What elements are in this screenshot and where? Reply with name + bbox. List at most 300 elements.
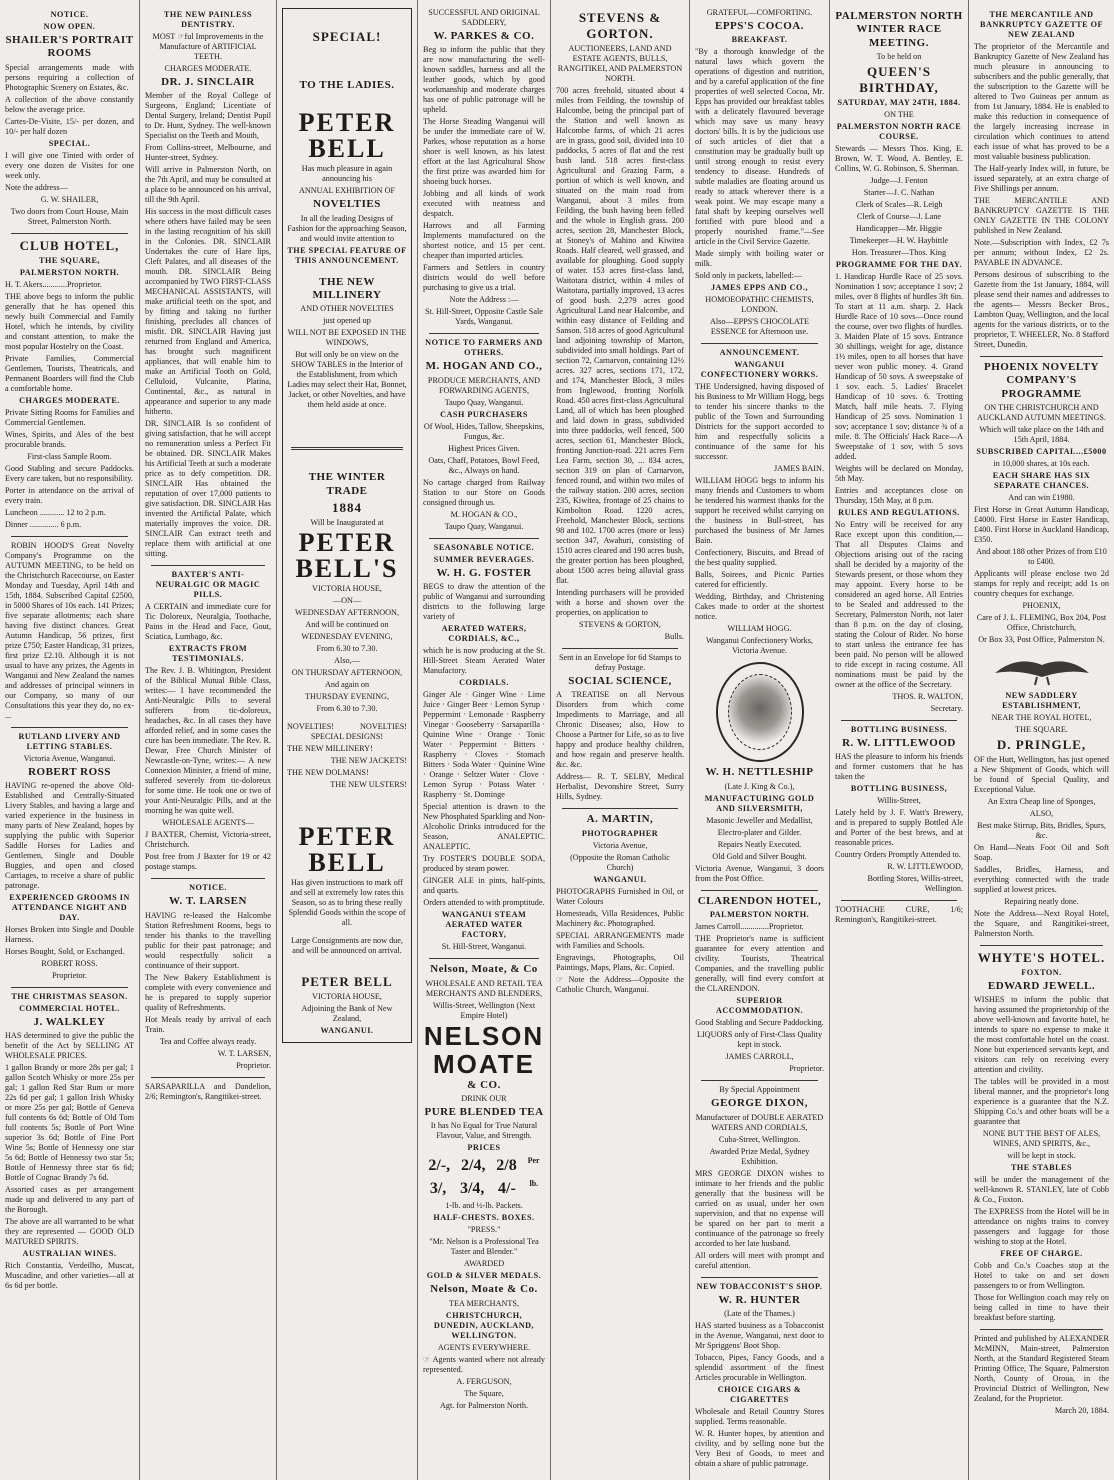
photos-line: PHOTOGRAPHS Furnished in Oil, or Water Colours [556,886,684,906]
hogan-signature: M. HOGAN & CO., [450,509,518,519]
races-list: 1. Handicap Hurdle Race of 25 sovs. Nomination 1 sov; acceptance 1 sov; 2 miles, over 8 flights of hurdles 3ft 6in. To start at 11 a.m. sharp. 2. Hack Hurdle Race of 10 sovs—Once round the course, over two flights of hurdles. 3. Maiden Plate of 15 sovs. Entrance 30 shillings, weight for age, distance 1½ miles, open to all horses that have never won public money. 4. Grand Handicap of 50 sovs. A sweepstake of 1 sov. each. 5. Ladies' Bracelet Handicap of 10 sovs. 6. Trotting Match, half mile heats. 7. Flying Handicap of 25 sovs. Nomination 1 sov; acceptance 1 sov; distance ¾ of a mile. 8. The Officials' Hack Race—A Sweepstake of 1 sov, with 5 sovs added. [835,271,963,461]
clarendon-title: CLARENDON HOTEL, [697,894,822,907]
no-equal: It has No Equal for True Natural Flavour, Value, and Strength. [430,1121,538,1141]
commercial-heading: COMMERCIAL HOTEL. [19,1004,120,1014]
bulls-line: Bulls. [664,631,684,641]
littlewood-body: HAS the pleasure to inform his friends and former customers that he has taken the [835,752,963,782]
gazette-ad [974,10,1109,350]
stables-heading: THE STABLES [1010,1163,1073,1173]
pb-low-1: Has given instructions to mark off and sell at extremely low rates this Season, so as to bring these really Splendid Goods within the scope of all. [288,878,406,928]
gazette-title: THE MERCANTILE AND BANKRUPTCY GAZETTE OF NEW ZEALAND [979,10,1103,39]
vic-house: VICTORIA HOUSE, [312,992,382,1002]
engravings-line: Engravings, Photographs, Oil Paintings, Maps, Plans, &c. Copied. [556,952,684,972]
victoria-house: VICTORIA HOUSE, [312,584,382,594]
stewards-line: Stewards — Messrs Thos. King, E. Brown, W. T. Wood, A. Bentley, E. Collins, W. G. Robinson, S. Sherman. [835,143,963,173]
on-hand: On Hand—Neats Foot Oil and Soft Soap. [974,843,1109,863]
hogan-ad [423,338,545,531]
social-body: A TREATISE on all Nervous Disorders from which come Impediments to Marriage, and all Chronic Diseases; also, How to Choose a Partner for Life, so as to live happy and produce healthy children, and how regain and preserve health. &c. &c. [556,690,684,770]
charges-heading: CHARGES MODERATE. [19,395,120,405]
nettleship-plater: Electro-plater and Gilder. [717,827,802,837]
new-saddlery: NEW SADDLERY ESTABLISHMENT, [1002,691,1081,711]
bottling-heading: BOTTLING BUSINESS. [850,724,948,734]
price-row-2 [423,1179,545,1199]
divider [429,958,539,959]
dixon-ad [695,1085,824,1270]
phoenix-title: PHOENIX NOVELTY COMPANY'S PROGRAMME [984,361,1099,400]
sinclair-visit: Will arrive in Palmerston North, on the 7th April, and may be consulted at a place to be announced on his arrival, till the 9th April. [145,165,271,205]
on-line: —ON— [332,596,362,606]
announcement-heading: ANNOUNCEMENT. [719,348,800,358]
price-value: 2/8 [496,1157,517,1175]
also-line: Also,— [334,656,360,666]
sinclair-title: DR. J. SINCLAIR [161,76,255,88]
all-orders: All orders will meet with prompt and careful attention. [695,1250,824,1270]
baxters-title: BAXTER'S ANTI-NEURALGIC OR MAGIC PILLS. [155,570,261,600]
shares-line: in 10,000 shares, at 10s each. [993,459,1090,469]
dentistry-heading: THE NEW PAINLESS DENTISTRY. [163,10,253,29]
divider [291,447,403,450]
peter-bells-name: PETER BELL'S [295,528,399,584]
clarendon-town: PALMERSTON NORTH. [709,910,810,920]
new-jackets: THE NEW JACKETS! [330,756,407,766]
wines-line: Wines, Spirits, and Ales of the best procurable brands. [5,429,134,449]
wholesale-line: Wholesale and Retail Country Stores supplied. Terms reasonable. [695,1407,824,1427]
foster-body-2: which he is now producing at the St. Hill-Street Steam Aerated Water Manufactory. [423,646,545,676]
baxters-body: A CERTAIN and immediate cure for Tic Doloreux, Neuralgia, Toothache, Pains in the Head and Face, Gout, Sciatica, Lumbago, &c. [145,602,271,642]
special-designs: SPECIAL DESIGNS! [310,732,384,742]
will-not: WILL NOT BE EXPOSED IN THE WINDOWS, [287,328,407,348]
press-quote: "Mr. Nelson is a Professional Tea Taster and Blender." [429,1237,539,1257]
stevens-gorton-title: STEVENS & GORTON. [578,10,662,41]
winter-year: 1884 [332,500,362,516]
nelson-big: NELSON [423,1020,545,1051]
club-body-2: Private Families, Commercial Gentlemen, Tourists, Theatricals, and Permanent Boarders will find the Club a comfortable home. [5,353,134,393]
epps-chocolate: Also—EPPS'S CHOCOLATE ESSENCE for Afternoon use. [709,317,810,337]
special-feature: THE SPECIAL FEATURE OF THIS ANNOUNCEMENT. [287,245,407,265]
press-heading: "PRESS." [467,1225,501,1235]
littlewood-stores: Bottling Stores, Willis-street, Wellington. [867,874,963,894]
bain-signature: JAMES BAIN. [773,464,824,474]
saddlery-ad [974,691,1109,939]
shailer-title: SHAILER'S PORTRAIT ROOMS [5,34,134,60]
column-6 [690,0,830,1480]
liquors-line: LIQUORS only of First-Class Quality kept in stock. [696,1030,823,1050]
divider [701,890,818,891]
hunter-ad [695,1282,824,1469]
millinery-2: THE NEW MILLINERY! [287,744,373,754]
shailer-address: Two doors from Court House, Main Street, Palmerston North. [10,206,129,226]
seal-emblem-icon [716,662,804,762]
sinclair-body: Member of the Royal College of Surgeons, England; Licentiate of Dental Surgery, Ireland; Dentist Pupil to Dr. Hunt, Sydney. The well-known Specialist on the Teeth and Mouth, [145,91,271,141]
applicants-line: Applicants will please enclose two 2d stamps for reply and receipt; add 1s on country cheques for exchange. [974,569,1109,599]
walkley-name: J. WALKLEY [33,1016,106,1029]
prizes-line: And about 188 other Prizes of from £10 to £400. [976,547,1107,567]
peter-bell-name: PETER BELL [298,108,396,164]
notice-farmers: NOTICE TO FARMERS AND OTHERS. [425,338,543,358]
phoenix-box: Or Box 33, Post Office, Palmerston N. [978,635,1105,645]
club-hotel-sub: THE SQUARE, [38,255,100,265]
shailer-ad [5,10,134,227]
carroll-p: Proprietor. [789,1064,824,1074]
parkes-body-3: Jobbing and all kinds of work executed with neatness and despatch. [423,189,545,219]
secretary-line: Secretary. [930,703,963,713]
and-other: AND OTHER NOVELTIES [300,304,394,314]
foster-body: BEGS to draw the attention of the public of Wanganui and surrounding districts to the following large variety of [423,582,545,622]
programme-heading: PROGRAMME FOR THE DAY. [835,259,963,269]
tea-merchants: TEA MERCHANTS, [448,1298,520,1308]
sinclair-list: His success in the most difficult cases where others have failed may be seen in the lasting recognition of his skill in the Colonies. DR. SINCLAIR Undertakes the cure of Hare lips, Cleft Palates, and all diseases of the mouth. DR. SINCLAIR Being accompanied by TWO FIRST-CLASS MECHANICAL ASSISTANTS, will make artificial teeth on the spot, and by fitting and taking no further finishing, precludes all chances of misfit. DR. SINCLAIR Having just returned from England and America, has brought such magnificent appliances, that will enable him to make an Artificial Tooth on Gold, Celluloid, Vulcanite, Platina, Continental, &c., as natural in appearance and superior to any made hitherto. [145,207,271,417]
horses-broken: Horses Broken into Single and Double Harness. [5,925,134,945]
toothache-ad: TOOTHACHE CURE, 1/6; Remington's, Rangitikei-street. [835,905,963,925]
intending-line: Intending purchasers will be provided with a horse and shown over the properties, on application to [556,587,684,617]
column-4 [418,0,551,1480]
handicapper-line: Handicapper—Mr. Higgie [856,223,942,233]
divider [429,333,539,334]
martin-opposite: (Opposite the Roman Catholic Church) [570,852,670,872]
choice-cigars: CHOICE CIGARS & CIGARETTES [717,1385,802,1405]
divider [562,648,678,649]
price-value: 3/4, [459,1179,485,1197]
wed-evening: WEDNESDAY EVENING, [301,632,393,642]
awarded-line: AWARDED [463,1259,505,1269]
aerated-heading: AERATED WATERS, CORDIALS, &C., [441,624,527,644]
ferguson-name: A. FERGUSON, [456,1376,512,1386]
nelson-moate-title: Nelson, Moate, & Co [430,963,538,976]
divider [980,945,1103,946]
saddle-illustration-icon [974,651,1109,687]
bain-body: THE Undersigned, having disposed of his Business to Mr William Hogg, begs to tender his sincere thanks to the public of the Town and Surrounding Districts for the support accorded to him and respectfully solicits a continuance of the same for his successor. [695,382,824,462]
country-orders: Country Orders Promptly Attended to. [835,850,961,860]
phoenix-address: PHOENIX, [1022,601,1061,611]
larsen-meals: Hot Meals ready by arrival of each Train. [145,1014,271,1034]
clerk-course: Clerk of Course—J. Lane [856,211,942,221]
divider [151,565,265,566]
littlewood-signature: R. W. LITTLEWOOD, [887,862,963,872]
old-gold-line: Old Gold and Silver Bought. [712,851,807,861]
each-share: EACH SHARE HAS SIX SEPARATE CHANCES. [992,471,1091,491]
repairs-line: Repairs Neatly Executed. [717,839,802,849]
rutland-title: RUTLAND LIVERY AND LETTING STABLES. [18,731,121,751]
hunter-hope: W. R. Hunter hopes, by attention and civility, and by selling none but the Very Best of Goods, to meet and obtain a share of public patronage. [695,1429,824,1469]
robin-body: ROBIN HOOD'S Great Novelty Company's Programme on the AUTUMN MEETING, to be held on the Christchurch Racecourse, on Easter Monday and Tuesday, April 14th and 15th, 1884. Subscribed Capital £2500, in 5000 Shares of 10s each. 141 Prizes; five separate allotments; each share having five distinct chances. Great Autumn Handicap, 56 prizes, first prize £750; Easter Handicap, 31 prizes, first prize £2.10. Although it is not usual to have any prizes, the Agents in Wanganui and New Zealand the names and addresses of principal winners in our Company, so many of our Consultations this year they do, no ex- ... [5,540,134,720]
price-value: 2/4, [461,1157,486,1175]
novelties-row [287,722,407,732]
epps-cocoa-ad [695,8,824,337]
gazette-subscribe: Persons desirous of subscribing to the Gazette from the 1st January, 1884, will please send their names and addresses to the agents— Messrs Becker Bros., Lambton Quay, Wellington, and the local agents for the various districts, or to the proprietor, T. WHEELER, No. 8 Stafford Street, Dunedin. [974,270,1109,349]
shailer-line3: Cartes-De-Visite, 15/- per dozen, and 10/- per half dozen [5,116,134,136]
martin-ad [556,813,684,994]
from-1: From 6.30 to 7.30. [316,644,378,654]
oats-line: Oats, Chaff, Potatoes, Bowl Feed, &c., Always on hand. [428,455,540,475]
cuba-street: Cuba-Street, Wellington. [718,1134,801,1144]
parkes-ad [423,8,545,327]
held-on: To be held on [876,52,922,62]
hogan-name: M. HOGAN AND CO., [425,360,543,373]
hogg-works: Wanganui Confectionery Works, Victoria Avenue. [706,636,813,656]
breakfast-line: BREAKFAST. [731,35,788,45]
hogg-body: WILLIAM HOGG begs to inform his many friends and Customers to whom he tendered his warmest thanks for the support he received whilst carrying on the business in Bull-street, has purchased the business of Mr James Bain. [695,476,824,546]
note-address: Note the Address—Next Royal Hotel, the Square, and Rangitikei-street, Palmerston North. [974,909,1109,939]
epps-name: JAMES EPPS AND CO., [710,283,809,293]
race-meeting-ad [835,10,963,714]
agents-line: AGENTS EVERYWHERE. [437,1342,531,1352]
club-body: THE above begs to inform the public generally that he has opened this newly built Commercial and Family Hotel, which he intends, by civility and constant attention, to make the most popular Hostelry on the Coast. [5,291,134,351]
larsen-body: HAVING re-leased the Halcombe Station Refreshment Rooms, begs to tender his thanks to the travelling public for their past patronage; and would respectfully solicit a continuance of their support. [145,910,271,970]
pringle-body: OF the Hutt, Wellington, has just opened a New Shipment of Goods, which will be found of Special Quality, and Exceptional Value. [974,755,1109,795]
christmas-heading: THE CHRISTMAS SEASON. [11,992,128,1002]
cities-line: CHRISTCHURCH, DUNEDIN, AUCKLAND, WELLINGTON. [433,1310,535,1340]
stevens-gorton-ad [556,10,684,642]
rutland-stables-ad [5,732,134,981]
ferguson-town: Agt. for Palmerston North. [439,1400,528,1410]
divider [980,1329,1103,1330]
timekeeper-line: Timekeeper—H. W. Haybittle [849,235,949,245]
parkes-address-label: Note the Address :— [449,295,519,305]
merc-gazette: THE MERCANTILE AND BANKRUPTCY GAZETTE IS THE ONLY GAZETTE IN THE COLONY published in New Zealand. [974,196,1109,235]
pb-low-2: Large Consignments are now due, and will be announced on arrival. [291,936,403,956]
shailer-name: G. W. SHAILER, [40,194,99,204]
parkes-name: W. PARKES & CO. [433,30,535,42]
martin-note: ☞ Note the Address—Opposite the Catholic Church, Wanganui. [556,974,684,994]
porter-line: Porter in attendance on the arrival of every train. [5,485,134,505]
new-ulsters: THE NEW ULSTERS! [330,780,407,790]
nelson-moate-address: Willis-Street, Wellington (Next Empire Hotel) [432,1000,536,1020]
seasonable-notice: SEASONABLE NOTICE. [433,542,535,552]
double-soda: Try FOSTER'S DOUBLE SODA, produced by steam power. [423,854,545,874]
foster-body-3: Special attention is drawn to the New Phosphated Sparkling and Non-Alcoholic Drinks introduced for the Season, ANALEPTIC. ANALEPTIC. [423,802,545,852]
ferguson-address: The Square, [464,1388,504,1398]
wedding-line: Wedding, Birthday, and Christening Cakes made to order at the shortest notice. [695,592,824,622]
confectionery-heading: WANGANUI CONFECTIONERY WORKS. [700,360,819,380]
pure-blended-tea: PURE BLENDED TEA [424,1106,544,1119]
littlewood-street: Willis-Street, [877,796,921,806]
horse-gear: Best make Stirrup, Bits, Bridles, Spurs, &c. [977,821,1106,841]
sarsaparilla-ad: SARSAPARILLA and Dandelion, 2/6; Remington's, Rangitikei-street. [145,1081,271,1101]
divider [11,233,128,234]
drawn-line: Which will take place on the 14th and 15th April, 1884. [979,425,1104,445]
column-8 [969,0,1114,1480]
continued-line: And will be continued on [305,620,389,630]
nettleship-medallist: Masonic Jeweller and Medallist, [706,815,813,825]
hogg-signature: WILLIAM HOGG. [727,624,792,634]
queens-birthday: QUEEN'S BIRTHDAY, [859,64,939,96]
jewell-name: EDWARD JEWELL. [987,979,1096,992]
social-science-title: SOCIAL SCIENCE, [568,674,672,687]
nettleship-ad [695,766,824,883]
phoenix-care: Care of J. L. FLEMING, Box 204, Post Office, Christchurch, [976,613,1107,633]
cordials-list: Ginger Ale · Ginger Wine · Lime Juice · Ginger Beer · Lemon Syrup · Peppermint · Lemonade · Raspberry Vinegar · Gooseberry · Sarsaparilla · Quinine Wine · Orange · Tonic Water · Peppermint · Bitters · Raspberry · Cloves · Stomach Bitters · Soda Water · Quinine Wine · Orange · Seltzer Water · Clove · Lemon Syrup · Potass Water · Raspberry · St. Dominge [423,690,545,800]
wed-afternoon: WEDNESDAY AFTERNOON, [294,608,399,618]
club-proprietor: H. T. Akers............Proprietor. [5,279,102,289]
robin-hood-ad [5,541,134,721]
dentistry-sub: CHARGES MODERATE. [164,64,252,73]
horses-bought: Horses Bought, Sold, or Exchanged. [5,947,125,957]
gazette-note: Note.—Subscription with Index, £2 7s per annum; without Index, £2 2s. PAYABLE IN ADVANCE. [974,238,1109,267]
dentist-ad [145,10,271,559]
pb-body-1: Has much pleasure in again announcing his [301,164,393,184]
moate-big: MOATE [433,1048,535,1079]
pringle-name: D. PRINGLE, [996,737,1087,753]
dixon-name: GEORGE DIXON, [711,1097,808,1110]
parkes-body-4: Harrows and all Farming Implements manufactured on the shortest notice, and 15 per cent. cheaper than imported articles. [423,221,545,261]
club-hotel-ad [5,238,134,530]
confectionery-ad [695,348,824,656]
novelties-2: NOVELTIES! [360,722,407,732]
judge-line: Judge—J. Fenton [870,175,928,185]
australian-wines-body: Rich Constantia, Verdeilho, Muscat, Muscadine, and other varieties—all at 6s 6d per bottle. [5,1261,134,1291]
wellington-line: Those for Wellington coach may rely on being called in time to have their breakfast before starting. [974,1293,1109,1323]
saddles-line: Saddles, Bridles, Harness, and everything connected with the trade supplied at lowest prices. [974,865,1109,895]
wanganui-line: WANGANUI. [320,1026,374,1036]
property-listings: 700 acres freehold, situated about 4 miles from Feilding, the township of Halcombe, being the principal part of the Station and well known as Halcombe farms, of which 21 acres are in grass, good soil, divided into 10 paddocks, 5 acres of flat and the rest bush land. 518 acres first-class Agricultural and Grazing Farm, a portion of which is well known, and situated on the main road from Wanganui, about 3 miles from Feilding, the bush having been felled and the whole in English grass. 200 acres, section 28, Manchester Block, at Stoney's of Mahino and Kiwitea Roads. Half cleared, well grassed, and available for ploughing. Good supply of water. 153 acres first-class land, Waitotara district, within 4 miles of Waitotara, partially improved, 13 acres of good bush. 2,279 acres good Agricultural Land near Halcombe, and within easy distance of Feilding and Sanson. 518 acres of good Agricultural land adjoining township of Marton, subdivided into small holdings. Part of section 72, Carnarvon, containing 12½ acres. 327 acres, sections 171, 172, and 174, Manchester Block, 3 miles from Inglewood, fronting Norfolk Road. 450 acres first-class Agricultural Land, all of which has been ploughed and laid down in grass, subdivided into three paddocks, well fenced, 500 acres, section 61, Manchester Block, fronting Junction-road. 221 acres Fern Lea Farm, section 30, ... 834 acres, section 319 on plan of Carnarvon, fenced round, and within two miles of the railway station. 200 acres, section 235, Kiwitea, frontage of 25 chains to Kimbolton Road. 1220 acres, Freehold, Manchester Block, sections 98 and 102. 1700 acres (more or less) section 347, Awahuri, consisting of 1510 acres cleared and 190 acres bush, the greater portion has been ploughed, about 1500 acres being alluvial grass flat. [556,85,685,585]
to-ladies-heading: TO THE LADIES. [299,78,395,91]
gazette-body: The proprietor of the Mercantile and Bankruptcy Gazette of New Zealand has much pleasure in announcing to subscribers and the public generally, that the subscription to the Gazette will be altered to Two Guineas per annum as from 1st January, 1884. He is enabled to make this reduction in consequence of the largely increasing increase in circulation which continues to attend each issue of what has proved to be a most valuable business publication. [974,42,1109,161]
shailer-body: Special arrangements made with persons requiring a collection of Photographic Scenery on Estates, &c. [5,62,134,92]
club-hotel-town: PALMERSTON NORTH. [19,267,120,277]
hogan-signature-2: Taupo Quay, Wanganui. [444,521,524,531]
peter-bell-low: PETER BELL [298,822,396,878]
littlewood-body-2: Lately held by J. F. Watt's Brewery, and is prepared to supply Bottled Ale and Porter of the best brews, and at reasonable prices. [835,808,963,848]
prize-line: Awarded Prize Medal, Sydney Exhibition. [709,1146,810,1166]
nettleship-trade: MANUFACTURING GOLD AND SILVERSMITH, [704,793,815,813]
wholesale-heading: WHOLESALE AGENTS— [161,818,255,828]
dentistry-body: MOST ☞ful Improvements in the Manufacture of ARTIFICIAL TEETH. [152,32,264,61]
divider [701,343,818,344]
printers-imprint: Printed and published by ALEXANDER McMINN, Main-street, Palmerston North, at the Standard Registered Steam Printing Office, The Square, Palmerston North, County of Oroua, in the Provincial District of Wellington, New Zealand, for the Proprietor. [974,1334,1109,1404]
superior-line: SUPERIOR ACCOMMODATION. [715,996,804,1016]
adjoining-line: Adjoining the Bank of New Zealand, [301,1004,393,1024]
column-7 [830,0,969,1480]
walkley-ad [5,992,134,1291]
larsen-body-2: The New Bakery Establishment is complete with every convenience and he is prepared to supply superior quality of Refreshments. [145,972,271,1012]
also-line: ALSO, [1029,809,1054,819]
stevens-gorton-signature: STEVENS & GORTON, [579,619,661,629]
cordials-heading: CORDIALS. [459,678,509,688]
ginger-ale: GINGER ALE in pints, half-pints, and quarts. [423,876,545,896]
near-line: NEAR THE ROYAL HOTEL, [991,713,1092,723]
nelson-moate-sub: WHOLESALE AND RETAIL TEA MERCHANTS AND BLENDERS, [425,978,543,998]
divider [11,536,128,537]
stables-body: will be under the management of the well-known R. STANLEY, late of Cobb & Co., Foxton. [974,1175,1109,1205]
divider [701,1277,818,1278]
special-heading: SPECIAL. [48,138,91,148]
pb-body-2: In all the leading Designs of Fashion for the approaching Season, and would invite attention to [287,213,407,243]
agents-wanted: ☞ Agents wanted where not already represented. [423,1354,545,1374]
race-date: SATURDAY, MAY 24TH, 1884. [837,97,961,107]
martin-victoria: Victoria Avenue, [592,840,648,850]
new-millinery: THE NEW MILLINERY [312,275,382,302]
walkley-body: HAS determined to give the public the benefit of the Act by SELLING AT WHOLESALE PRICES. [5,1031,134,1061]
grooms-line: EXPERIENCED GROOMS IN ATTENDANCE NIGHT AND DAY. [9,893,130,923]
shailer-line2: A collection of the above constantly below the average price. [5,94,134,114]
social-address: Address— R. T. SELBY, Medical Herbalist, Devonshire Street, Surry Hills, Sydney. [556,772,684,802]
novelties-1: NOVELTIES! [287,722,334,732]
again-line: And again on [324,680,370,690]
from-2: From 6.30 to 7.30. [316,704,378,714]
epps-sold: Sold only in packets, labelled:— [695,271,803,281]
parkes-address: St. Hill-Street, Opposite Castle Sale Yards, Wanganui. [425,307,543,327]
nettleship-address: Victoria Avenue, Wanganui, 3 doors from the Post Office. [695,863,824,883]
thu-afternoon: ON THURSDAY AFTERNOON, [291,668,403,678]
ross-name: ROBERT ROSS [28,765,111,778]
rules-body: No Entry will be received for any Race except upon this condition,— That all Disputes Claims and Objections arising out of the racing shall be decided by a majority of the Stewards present, or those whom they may appoint. Every horse to be considered an aged horse. All Entries to be Sealed and addressed to the Secretary, Palmerston North, not later than 8 p.m. on the day of closing, stating the Colour of Rider. No horse to start unless the entrance fee has been paid. No person will be allowed to ride except in racing costume. All nominations must be paid by the owner at the office of the Secretary. [835,519,963,689]
repairing-line: Repairing neatly done. [1004,897,1079,907]
will-be: Will be Inaugurated at [310,518,384,528]
walkley-guarantee: The above are all warranted to be what they are represented — GOOD OLD MATURED SPIRITS. [5,1217,134,1247]
column-1 [0,0,140,1480]
whyte-hotel-ad [974,950,1109,1323]
none-but: NONE BUT THE BEST OF ALES, WINES, AND SPIRITS, &c., [982,1129,1101,1149]
annual-exhibition: ANNUAL EXHIBITION OF [298,186,396,196]
price-value: 2/-, [428,1157,451,1175]
now-open-heading: NOW OPEN. [43,22,96,31]
baxters-ad [145,570,271,872]
homesteads-line: Homesteads, Villa Residences, Public Machinery &c. Photographed. [556,908,684,928]
special-heading: SPECIAL! [312,29,382,44]
carroll-signature: JAMES CARROLL, [725,1052,794,1062]
good-stabling: Good Stabling and Secure Paddocking. [695,1018,824,1028]
clerk-scales: Clerk of Scales—R. Leigh [855,199,943,209]
nm-co: & CO. [467,1078,501,1091]
column-5 [551,0,690,1480]
starter-line: Starter—J. C. Nathan [863,187,935,197]
price-unit: Per [527,1156,540,1166]
sinclair-body-2: From Collins-street, Melbourne, and Hunter-street, Sydney. [145,143,271,163]
summer-beverages: SUMMER BEVERAGES. [433,554,535,564]
divider [980,356,1103,357]
price-value: 4/- [498,1179,516,1197]
whyte-title: WHYTE'S HOTEL. [977,950,1106,966]
divider [11,987,128,988]
carroll-body: THE Proprietor's name is sufficient guarantee for every attention and civility. Tourists, Theatrical Companies, and the travelling public generally, will find every comfort at the CLARENDON. [695,934,824,994]
new-dolmans: THE NEW DOLMANS! [287,768,369,778]
foster-name: W. H. G. FOSTER [436,566,532,579]
price-row-1 [423,1156,545,1176]
divider [151,878,265,879]
littlewood-ad [835,725,963,894]
by-special: By Special Appointment [719,1085,800,1095]
on-the: ON THE [884,109,914,119]
steam-factory: WANGANUI STEAM AERATED WATER FACTORY, [441,910,527,940]
club-hotel-title: CLUB HOTEL, [19,237,120,253]
peter-bell-low-2: PETER BELL [301,974,393,990]
orders-line: Orders attended to with promptitude. [423,898,545,908]
first-prize: And can win £1980. [1008,493,1075,503]
clarendon-ad [695,895,824,1074]
larsen-ad [145,883,271,1070]
martin-name: A. MARTIN, [586,813,654,826]
sent-line: Sent in an Envelope for 6d Stamps to defray Postage. [558,652,682,672]
divider [841,720,957,721]
treasurer-line: Hon. Treasurer—Thos. King [851,247,947,257]
saddlery-heading: SUCCESSFUL AND ORIGINAL SADDLERY, [428,8,540,27]
social-science-ad [556,653,684,802]
parkes-body: Beg to inform the public that they are now manufacturing the well-known saddles, harness and all the leather goods, which by good workmanship and moderate charges has one of public patronage will be upheld. [423,45,545,115]
stevens-gorton-sub: AUCTIONEERS, LAND AND ESTATE AGENTS, BULLS, RANGITIKEI, AND PALMERSTON NORTH. [557,43,683,83]
ross-proprietor: Proprietor. [52,971,87,981]
free-of-charge: FREE OF CHARGE. [1000,1249,1083,1259]
express-line: The EXPRESS from the Hotel will be in attendance on nights trains to convey passengers and luggage for those wishing to stop at the Hotel. [974,1207,1109,1247]
weights-line: Weights will be declared on Monday, 5th May. [835,463,963,483]
divider [429,538,539,539]
balls-line: Balls, Soirees, and Picnic Parties catered for efficiently. [695,570,824,590]
just-opened: just opened up [323,316,371,326]
homeopathic-line: HOMOEOPATHIC CHEMISTS, LONDON. [705,295,814,315]
cartage-line: No cartage charged from Railway Station to our Store on Goods consigned through us. [423,477,545,507]
walkley-list: 1 gallon Brandy or more 28s per gal; 1 gallon Scotch Whisky or more 25s per gal; 1 gallon Red Star Rum or more 22s 6d per gal; 1 gallon Irish Whisky or more 25s per gal; Bottle of Geneva full contents 6s 6d; Bottle of Old Tom full contents 5s; Bottle of Port Wine superior 3s 6d; Bottle of Fine Port Wine 5s; Bottle of Hennessy one star 5s 6d; Bottle of Hennessy two star 5s; Bottle of Hennessy three star 6s 6d; Bottle of Cognac Brandy 7s 6d. [5,1063,134,1183]
sample-room: First-class Sample Room. [27,451,112,461]
mrs-dixon-body: MRS GEORGE DIXON wishes to intimate to her friends and the public generally that the business will be carried on as usual, under her own supervision, and that no expense will be spared on her part to merit a continuance of the patronage so freely accorded to her late husband. [695,1168,824,1248]
